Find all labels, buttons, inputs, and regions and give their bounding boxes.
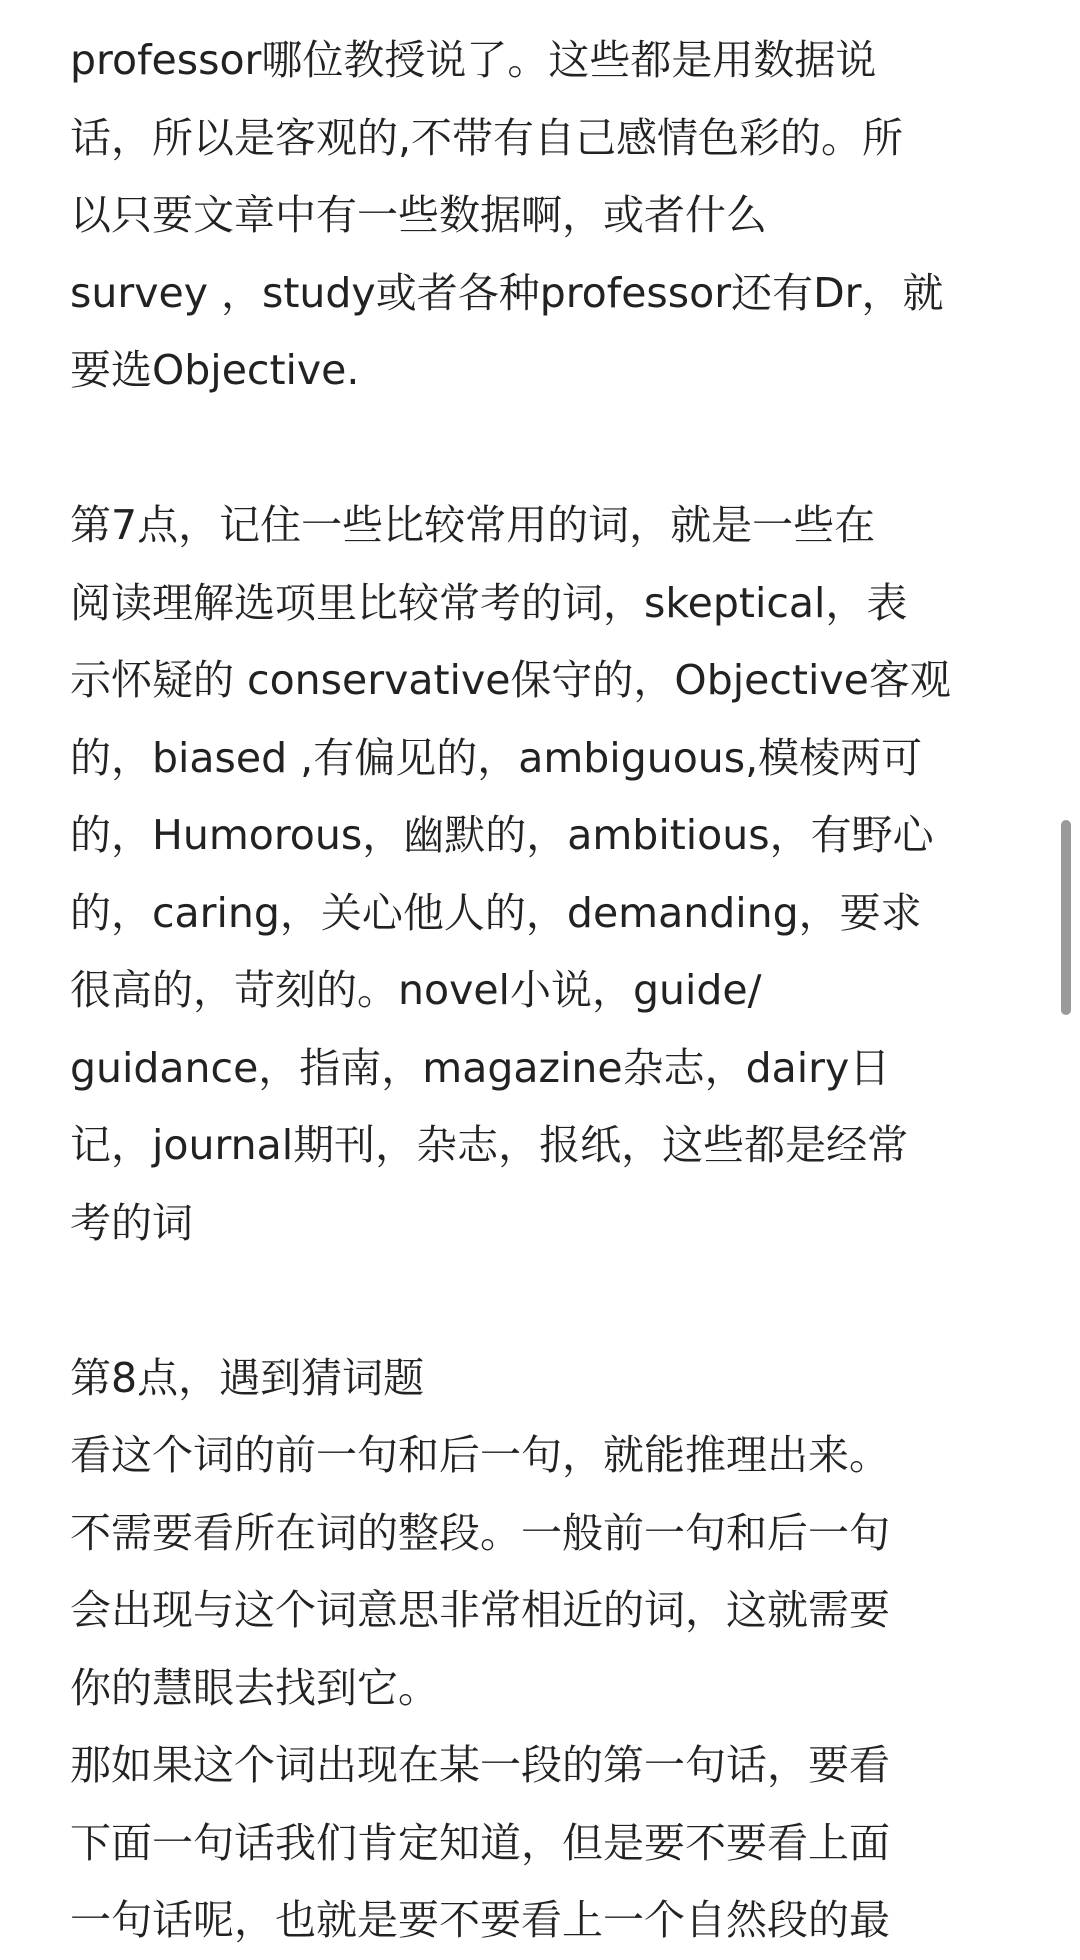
- text-line: 会出现与这个词意思非常相近的词，这就需要: [70, 1586, 890, 1634]
- text-line: guidance，指南，magazine杂志，dairy日: [70, 1043, 891, 1092]
- text-line: 那如果这个词出现在某一段的第一句话，要看: [70, 1741, 890, 1789]
- paragraph-point-7: [70, 487, 1015, 1262]
- text-line: 你的慧眼去找到它。: [70, 1663, 439, 1712]
- text-line: 的，biased ,有偏见的，ambiguous,模棱两可: [70, 733, 923, 782]
- text-line: 的，Humorous，幽默的，ambitious，有野心: [70, 811, 934, 859]
- text-line: 的，caring，关心他人的，demanding，要求: [70, 888, 922, 937]
- paragraph-gap: [70, 1262, 1015, 1340]
- text-line: 第7点，记住一些比较常用的词，就是一些在: [70, 501, 876, 549]
- paragraph-objective-note: [70, 22, 1015, 410]
- scrollbar-thumb[interactable]: [1061, 820, 1071, 1015]
- text-line: survey ，study或者各种professor还有Dr，就: [70, 268, 944, 317]
- text-line: 下面一句话我们肯定知道，但是要不要看上面: [70, 1818, 890, 1867]
- text-line: 很高的，苛刻的。novel小说，guide/: [70, 966, 762, 1014]
- paragraph-gap: [70, 410, 1015, 488]
- text-line: 一句话呢，也就是要不要看上一个自然段的最: [70, 1896, 890, 1944]
- text-line: 记，journal期刊，杂志，报纸，这些都是经常: [70, 1121, 909, 1169]
- text-line: 阅读理解选项里比较常考的词，skeptical，表: [70, 578, 908, 627]
- text-line: 第8点，遇到猜词题: [70, 1353, 425, 1402]
- article-body: [70, 22, 1015, 1960]
- text-line: 示怀疑的 conservative保守的，Objective客观: [70, 656, 951, 704]
- text-line: 话，所以是客观的,不带有自己感情色彩的。所: [70, 113, 904, 162]
- paragraph-point-8: [70, 1340, 1015, 1960]
- text-line: 要选Objective.: [70, 346, 360, 394]
- text-line: 以只要文章中有一些数据啊，或者什么: [70, 191, 767, 239]
- text-line: 考的词: [70, 1198, 193, 1247]
- text-line: 不需要看所在词的整段。一般前一句和后一句: [70, 1508, 890, 1557]
- text-line: 看这个词的前一句和后一句，就能推理出来。: [70, 1431, 890, 1479]
- text-line: professor哪位教授说了。这些都是用数据说: [70, 36, 877, 84]
